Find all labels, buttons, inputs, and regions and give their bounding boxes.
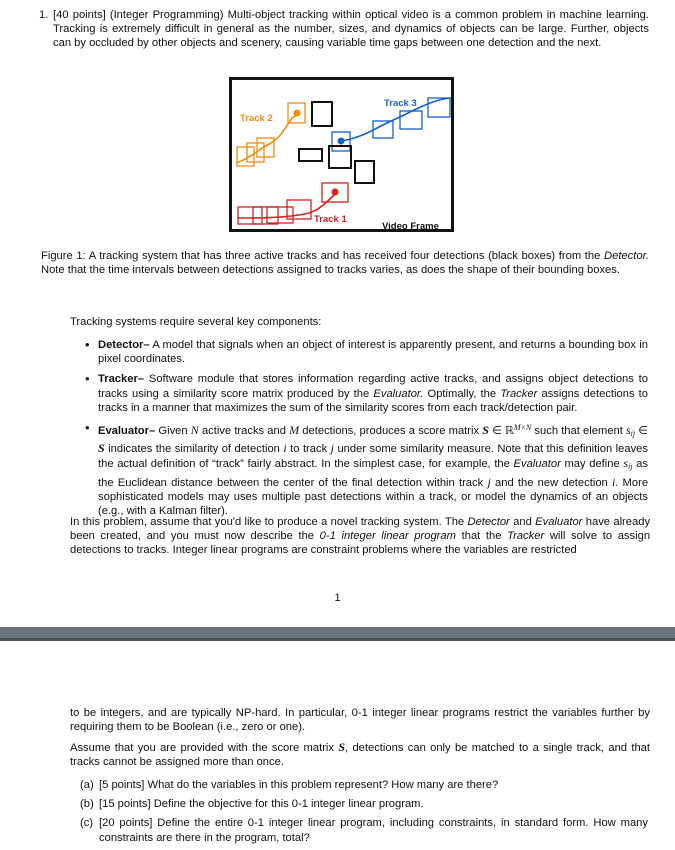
track-2-label: Track 2: [240, 113, 273, 124]
tracking-figure: [229, 77, 454, 232]
track-1-box: [253, 207, 278, 224]
track-1-label: Track 1: [314, 214, 347, 225]
component-text: such that element: [534, 425, 623, 438]
math-S: S: [98, 441, 105, 456]
para-emph: Detector: [467, 516, 510, 528]
part-text: [20 points] Define the entire 0-1 integer linear program, including constraints, in standard form. How many constraints are there in the program, total?: [99, 817, 648, 844]
component-emph: Evaluator.: [373, 387, 424, 400]
para-text: will solve to assign detections to tracks. Integer linear programs are constraint problems where the variables are restricted: [70, 530, 651, 557]
math-i: i.: [611, 474, 619, 489]
question-parts: [80, 778, 648, 850]
component-text: under some similarity measure. Note that this definition leaves the actual definition of “track” fairly abstract. In the simplest case, for example, the: [98, 443, 648, 471]
page-number: 1: [334, 592, 341, 604]
figure-caption: [41, 249, 649, 277]
components-list: [82, 338, 648, 524]
math-j: j: [330, 441, 334, 456]
detection-box: [299, 149, 322, 161]
track-3-box: [373, 121, 393, 138]
paragraph-integer-programs: to be integers, and are typically NP-hard. In particular, 0-1 integer linear programs restrict the variables further by requiring them to be Boolean (i.e., zero or one).: [70, 707, 650, 734]
math-s: s: [623, 456, 629, 471]
caption-label: Figure 1:: [41, 250, 86, 262]
math-dims: M×N: [513, 423, 532, 433]
math-S: S: [482, 423, 489, 438]
para-text: and: [513, 516, 532, 528]
math-S: S: [338, 740, 346, 754]
track-1-head: [332, 189, 339, 196]
component-emph: Tracker: [500, 387, 538, 400]
component-text: Software module that stores information regarding active tracks, and assigns object detections to tracks using a similarity score matrix produced by the: [98, 373, 648, 400]
component-text: indicates the similarity of detection: [108, 443, 280, 456]
track-3-label: Track 3: [384, 98, 417, 109]
page-divider: [0, 627, 675, 641]
math-s: s: [625, 423, 631, 438]
problem-number: 1.: [39, 9, 49, 21]
para-text: , detections can only be matched to a single track, and that tracks cannot be assigned more than once.: [70, 742, 650, 769]
math-ij: ij: [628, 462, 633, 472]
component-term: Evaluator–: [98, 425, 156, 438]
para-emph: Tracker: [507, 530, 545, 543]
caption-detector: Detector.: [604, 250, 649, 262]
track-2-head: [294, 110, 301, 117]
paragraph-assumptions: [70, 740, 650, 769]
component-text: may define: [564, 458, 620, 471]
math-N: N: [190, 423, 199, 438]
track-1-box: [238, 207, 262, 224]
component-tracker: [82, 372, 648, 415]
paragraph-problem-setup: [70, 515, 650, 558]
component-text: to track: [290, 443, 328, 456]
math-ij: ij: [630, 429, 636, 439]
detection-box: [312, 102, 332, 126]
para-text: that the: [461, 530, 502, 543]
components-intro: Tracking systems require several key components:: [70, 316, 322, 328]
component-term: Detector–: [98, 339, 150, 351]
component-text: A model that signals when an object of interest is apparently present, and returns a bounding box in pixel coordinates.: [98, 339, 648, 366]
part-text: [15 points] Define the objective for this 0-1 integer linear program.: [99, 798, 424, 811]
component-detector: [82, 338, 648, 366]
component-text: detections, produces a score matrix: [302, 425, 480, 438]
caption-text-2: Note that the time intervals between detections assigned to tracks varies, as does the shape of their bounding boxes.: [41, 264, 620, 277]
math-in-reals: ∈ ℝ: [492, 425, 514, 438]
para-emph: 0-1 integer linear program: [319, 530, 456, 543]
question-part: [80, 778, 648, 792]
component-text: assigns detections to tracks in a manner that maximizes the sum of the similarity scores from each track/detection pair.: [98, 387, 649, 414]
component-term: Tracker–: [98, 373, 145, 386]
component-text: Optimally, the: [427, 387, 497, 400]
math-j: j: [487, 474, 491, 489]
component-text: as the Euclidean distance between the center of the final detection within track: [98, 458, 648, 489]
problem-text: [40 points] (Integer Programming) Multi-object tracking within optical video is a common problem in machine learning. Tracking is extremely difficult in general as the number, sizes, and dynamics of objects can be large. Further, objects can by occluded by other objects and scenery, causing variable time gaps between one detection and the next.: [53, 9, 649, 50]
para-text: In this problem, assume that you'd like to produce a novel tracking system. The: [70, 516, 465, 528]
math-M: M: [289, 423, 300, 438]
part-label: (c): [80, 817, 94, 830]
math-i: i: [283, 441, 287, 456]
component-evaluator: [82, 421, 648, 518]
para-text: Assume that you are provided with the score matrix: [70, 742, 334, 754]
track-3-box: [400, 111, 422, 129]
component-emph: Evaluator: [513, 458, 561, 471]
component-text: Given: [158, 425, 188, 438]
component-text: and the new detection: [495, 476, 608, 489]
detections: [299, 102, 374, 183]
para-emph: Evaluator: [535, 516, 583, 528]
component-text: More sophisticated models may uses multiple past detections within a track, or model the dynamics of an objects (e.g., with a Kalman filter).: [98, 476, 649, 518]
math-in: ∈: [638, 425, 648, 438]
track-2-box: [257, 138, 274, 157]
question-part: [80, 797, 648, 811]
video-frame-label: Video Frame: [382, 221, 439, 232]
part-label: (b): [80, 798, 94, 811]
part-text: [5 points] What do the variables in this problem represent? How many are there?: [99, 779, 499, 791]
question-part: [80, 816, 648, 844]
track-2-box: [237, 147, 254, 166]
component-text: active tracks and: [201, 425, 286, 438]
detection-box: [355, 161, 374, 183]
part-label: (a): [80, 779, 94, 791]
track-1-box: [267, 207, 293, 223]
caption-text: A tracking system that has three active tracks and has received four detections (black boxes) from the: [88, 250, 601, 262]
para-text: have already been created, and you must now describe the: [70, 516, 651, 543]
problem-statement: [41, 8, 649, 51]
